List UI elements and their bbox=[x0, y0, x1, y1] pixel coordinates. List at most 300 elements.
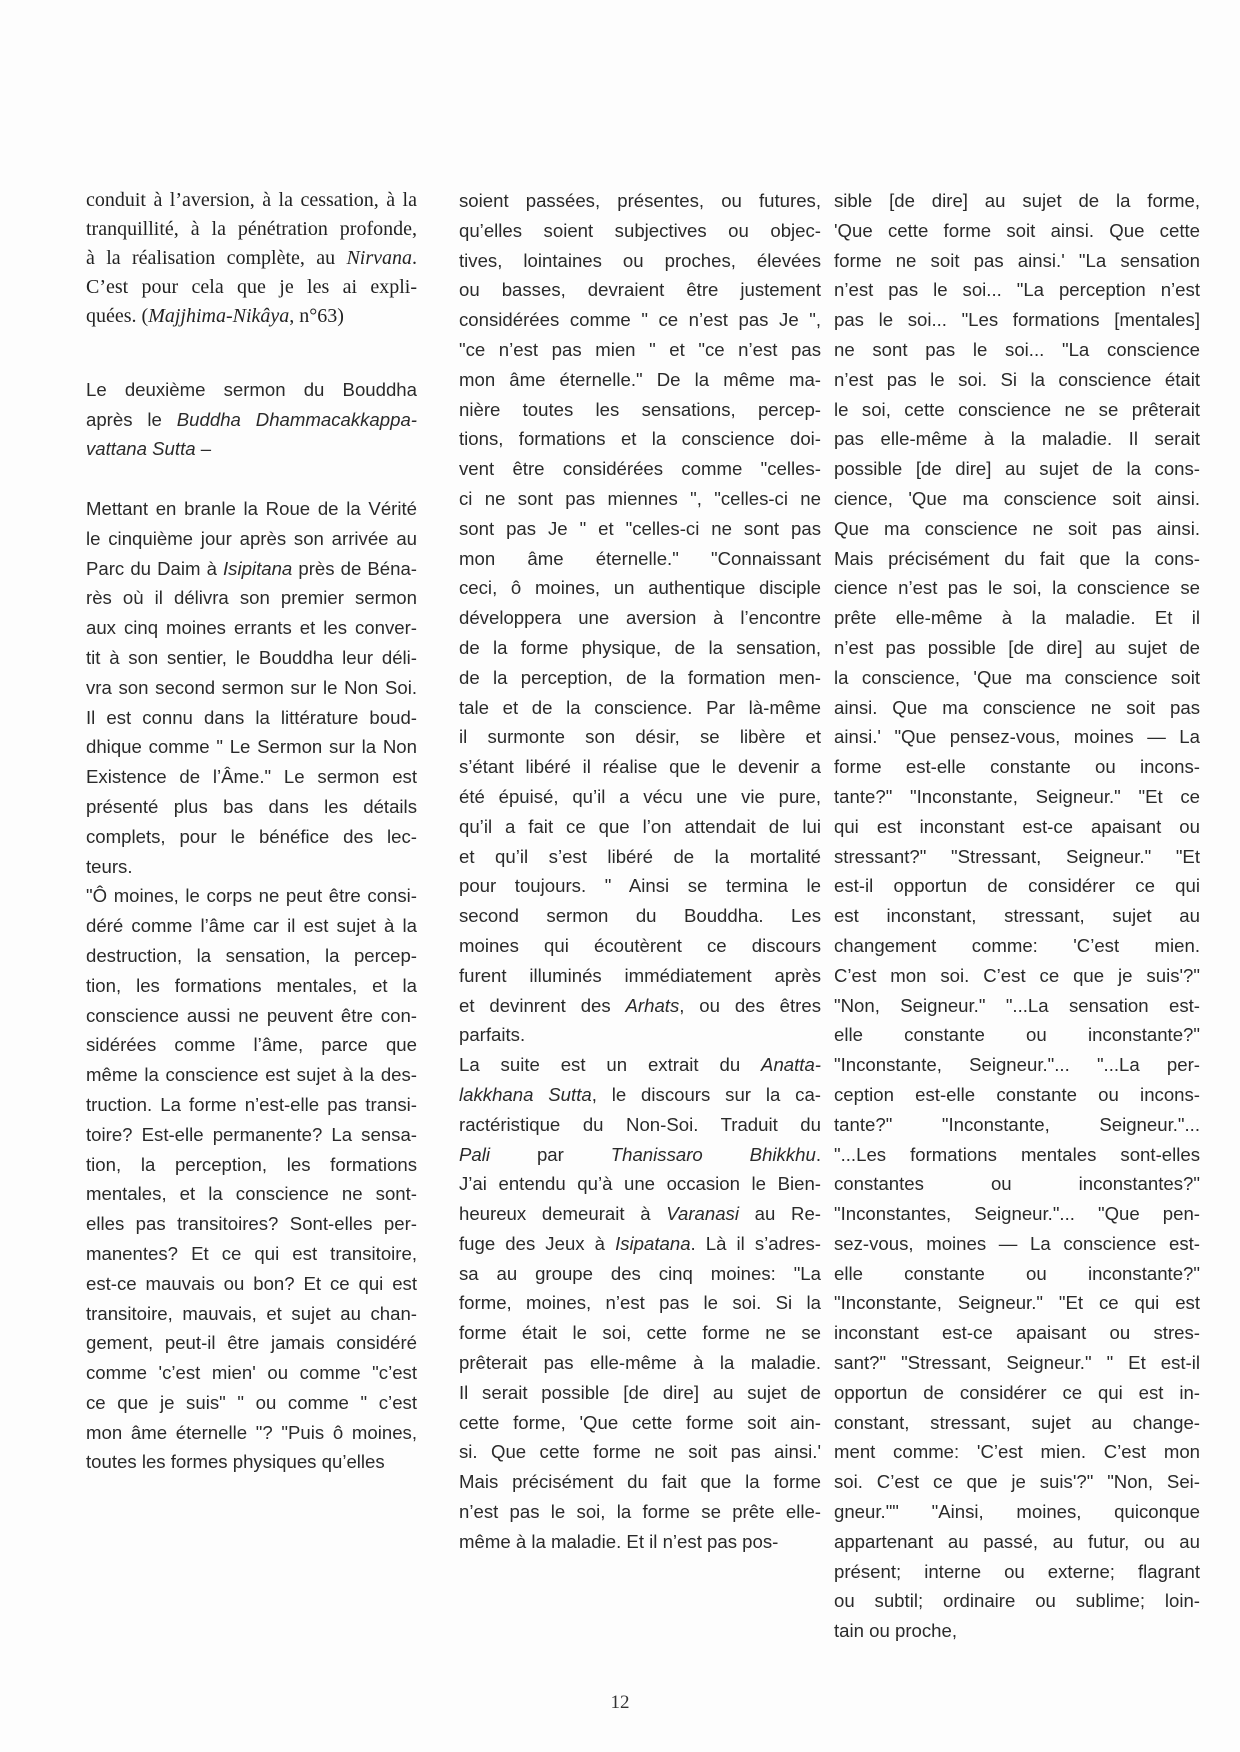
text-run: manentes? Et ce qui est transitoire, bbox=[86, 1242, 417, 1264]
text-line bbox=[86, 732, 417, 762]
text-line bbox=[86, 375, 417, 405]
text-run: parfaits. bbox=[459, 1024, 526, 1046]
text-line bbox=[86, 302, 417, 331]
text-run: second sermon du Bouddha. Les bbox=[459, 905, 821, 927]
text-run: Existence de l’Âme." Le sermon est bbox=[86, 766, 417, 788]
text-line bbox=[86, 1447, 417, 1477]
text-line bbox=[86, 643, 417, 673]
text-run: n’est pas le soi, la forme se prête elle- bbox=[459, 1501, 821, 1523]
text-run: présenté plus bas dans les détails bbox=[86, 795, 417, 817]
text-run: ment comme: 'C’est mien. C’est mon bbox=[834, 1441, 1200, 1463]
text-run: le cinquième jour après son arrivée au bbox=[86, 527, 417, 549]
text-run: sez-vous, moines — La conscience est- bbox=[834, 1232, 1200, 1254]
text-run: Il est connu dans la littérature boud- bbox=[86, 706, 417, 728]
text-line bbox=[459, 1020, 821, 1050]
text-line bbox=[834, 663, 1200, 693]
text-run: Mais précisément du fait que la forme bbox=[459, 1471, 821, 1493]
text-line bbox=[86, 1418, 417, 1448]
text-line bbox=[834, 991, 1200, 1021]
text-line bbox=[459, 573, 821, 603]
text-line bbox=[459, 454, 821, 484]
text-run: tain ou proche, bbox=[834, 1620, 958, 1642]
text-run: ou subtil; ordinaire ou sublime; loin- bbox=[834, 1590, 1200, 1612]
section-heading bbox=[86, 375, 417, 464]
text-run: dhique comme " Le Sermon sur la Non bbox=[86, 736, 417, 758]
text-run: Mais précisément du fait que la cons- bbox=[834, 547, 1200, 569]
text-run: considérées comme " ce n’est pas Je ", bbox=[459, 309, 821, 331]
text-run: tante?" "Inconstante, Seigneur."... bbox=[834, 1113, 1200, 1135]
text-line bbox=[834, 186, 1200, 216]
text-run: C’est mon soi. C’est ce que je suis'?" bbox=[834, 964, 1200, 986]
text-run: été épuisé, qu’il a vécu une vie pure, bbox=[459, 785, 821, 807]
text-run: tranquillité, à la pénétration profonde, bbox=[86, 218, 417, 240]
text-run: comme 'c’est mien' ou comme "c’est bbox=[86, 1362, 417, 1384]
text-run: pas elle-même à la maladie. Il serait bbox=[834, 428, 1200, 450]
text-line bbox=[459, 961, 821, 991]
text-run: , n°63) bbox=[289, 305, 344, 327]
text-line bbox=[459, 1140, 821, 1170]
text-line bbox=[834, 1140, 1200, 1170]
text-run: constantes ou inconstantes?" bbox=[834, 1173, 1200, 1195]
text-run: ci ne sont pas miennes ", "celles-ci ne bbox=[459, 487, 821, 509]
text-line bbox=[86, 1299, 417, 1329]
text-run: Le deuxième sermon du Bouddha bbox=[86, 378, 417, 400]
text-run: changement comme: 'C’est mien. bbox=[834, 934, 1200, 956]
text-run: . bbox=[412, 247, 417, 269]
text-line bbox=[834, 1020, 1200, 1050]
text-run: tives, lointaines ou proches, élevées bbox=[459, 249, 821, 271]
text-line bbox=[834, 633, 1200, 663]
text-run: déré comme l’âme car il est sujet à la bbox=[86, 915, 417, 937]
text-run: le soi, cette conscience ne se prêterait bbox=[834, 398, 1200, 420]
text-line bbox=[834, 1378, 1200, 1408]
text-run: qui est inconstant est-ce apaisant ou bbox=[834, 815, 1200, 837]
text-run: "Inconstante, Seigneur."... "...La per- bbox=[834, 1054, 1200, 1076]
text-run: mon âme éternelle." De la même ma- bbox=[459, 368, 821, 390]
text-line bbox=[834, 514, 1200, 544]
text-run: sant?" "Stressant, Seigneur." " Et est-il bbox=[834, 1352, 1200, 1374]
text-line bbox=[86, 703, 417, 733]
text-line bbox=[834, 722, 1200, 752]
text-run: si. Que cette forme ne soit pas ainsi.' bbox=[459, 1441, 821, 1463]
text-run: ceci, ô moines, un authentique disciple bbox=[459, 577, 821, 599]
text-run: toire? Est-elle permanente? La sensa- bbox=[86, 1123, 417, 1145]
text-line bbox=[459, 1497, 821, 1527]
text-line bbox=[459, 305, 821, 335]
text-line bbox=[459, 1169, 821, 1199]
text-run: même la conscience est sujet à la des- bbox=[86, 1064, 417, 1086]
text-run: moines qui écoutèrent ce discours bbox=[459, 934, 821, 956]
text-run: n’est pas le soi... "La perception n’est bbox=[834, 279, 1200, 301]
text-run: tale et de la conscience. Par là-même bbox=[459, 696, 821, 718]
text-run: ce que je suis" " ou comme " c’est bbox=[86, 1391, 417, 1413]
text-line bbox=[86, 673, 417, 703]
italic-term: Varanasi bbox=[666, 1203, 739, 1225]
text-run: pour toujours. " Ainsi se termina le bbox=[459, 875, 821, 897]
text-run: au Re- bbox=[738, 1203, 821, 1225]
text-run: est-ce mauvais ou bon? Et ce qui est bbox=[86, 1272, 417, 1294]
text-run: près de Béna- bbox=[292, 557, 417, 579]
text-line bbox=[86, 911, 417, 941]
text-line bbox=[459, 722, 821, 752]
text-line bbox=[459, 663, 821, 693]
text-run: qu’elles soient subjectives ou objec- bbox=[459, 219, 821, 241]
italic-term: Nirvana bbox=[346, 247, 412, 269]
text-line bbox=[834, 812, 1200, 842]
text-run: "ce n’est pas mien " et "ce n’est pas bbox=[459, 338, 821, 360]
text-run: développera une aversion à l’encontre bbox=[459, 607, 821, 629]
text-line bbox=[834, 1527, 1200, 1557]
text-line bbox=[834, 246, 1200, 276]
text-run: tion, la perception, les formations bbox=[86, 1153, 417, 1175]
italic-term: Majjhima-Nikâya bbox=[148, 305, 290, 327]
text-line bbox=[459, 871, 821, 901]
text-run: tante?" "Inconstante, Seigneur." "Et ce bbox=[834, 785, 1200, 807]
text-run: – bbox=[195, 438, 212, 460]
text-run: sidérées comme l’âme, parce que bbox=[86, 1034, 417, 1056]
text-line bbox=[834, 842, 1200, 872]
text-run: cette forme, 'Que cette forme soit ain- bbox=[459, 1411, 821, 1433]
text-line bbox=[834, 1557, 1200, 1587]
text-line bbox=[86, 434, 417, 464]
text-line bbox=[459, 991, 821, 1021]
text-run: n’est pas possible [de dire] au sujet de bbox=[834, 636, 1200, 658]
text-run: prêterait pas elle-même à la maladie. bbox=[459, 1352, 821, 1374]
text-run: . bbox=[815, 1143, 821, 1165]
text-line bbox=[459, 544, 821, 574]
text-run: destruction, la sensation, la percep- bbox=[86, 944, 417, 966]
text-line bbox=[834, 1080, 1200, 1110]
column-2 bbox=[459, 186, 821, 1557]
text-line bbox=[459, 1467, 821, 1497]
text-line bbox=[86, 215, 417, 244]
text-line bbox=[86, 405, 417, 435]
text-line bbox=[834, 1110, 1200, 1140]
text-line bbox=[834, 603, 1200, 633]
text-line bbox=[86, 494, 417, 524]
italic-term: Thanissaro Bhikkhu bbox=[610, 1143, 816, 1165]
text-run: Mettant en branle la Roue de la Vérité bbox=[86, 497, 417, 519]
text-line bbox=[86, 792, 417, 822]
text-run: "Non, Seigneur." "...La sensation est- bbox=[834, 994, 1200, 1016]
text-line bbox=[459, 1288, 821, 1318]
text-run: mon âme éternelle." "Connaissant bbox=[459, 547, 821, 569]
text-line bbox=[834, 1586, 1200, 1616]
text-line bbox=[834, 931, 1200, 961]
text-line bbox=[459, 365, 821, 395]
italic-term: vattana Sutta bbox=[86, 438, 196, 460]
text-line bbox=[834, 484, 1200, 514]
paragraph bbox=[459, 186, 821, 1557]
text-run: furent illuminés immédiatement après bbox=[459, 964, 821, 986]
italic-term: Isipatana bbox=[615, 1232, 691, 1254]
text-run: forme ne soit pas ainsi.' "La sensation bbox=[834, 249, 1200, 271]
text-line bbox=[459, 216, 821, 246]
text-run: "Inconstantes, Seigneur."... "Que pen- bbox=[834, 1203, 1200, 1225]
text-run: conscience aussi ne peuvent être con- bbox=[86, 1004, 417, 1026]
italic-term: Isipitana bbox=[223, 557, 293, 579]
text-run: constant, stressant, sujet au change- bbox=[834, 1411, 1200, 1433]
text-run: sont pas Je " et "celles-ci ne sont pas bbox=[459, 517, 821, 539]
text-run: elle constante ou inconstante?" bbox=[834, 1024, 1200, 1046]
italic-term: Arhats bbox=[625, 994, 680, 1016]
text-run: s’étant libéré il réalise que le devenir a bbox=[459, 756, 821, 778]
text-run: opportun de considérer ce qui est in- bbox=[834, 1381, 1200, 1403]
paragraph bbox=[86, 186, 417, 331]
text-run: gement, peut-il être jamais considéré bbox=[86, 1332, 417, 1354]
text-run: forme était le soi, cette forme ne se bbox=[459, 1322, 821, 1344]
text-run: toutes les formes physiques qu’elles bbox=[86, 1451, 385, 1473]
text-run: la conscience, 'Que ma conscience soit bbox=[834, 666, 1200, 688]
text-line bbox=[459, 514, 821, 544]
text-line bbox=[86, 613, 417, 643]
text-line bbox=[86, 244, 417, 273]
text-run: , le discours sur la ca- bbox=[591, 1083, 821, 1105]
paragraph-gap bbox=[86, 464, 417, 494]
text-line bbox=[459, 1229, 821, 1259]
text-run: ractéristique du Non-Soi. Traduit du bbox=[459, 1113, 821, 1135]
text-line bbox=[86, 1150, 417, 1180]
text-run: 'Que cette forme soit ainsi. Que cette bbox=[834, 219, 1200, 241]
column-3 bbox=[834, 186, 1200, 1646]
text-run: nière toutes les sensations, percep- bbox=[459, 398, 821, 420]
text-line bbox=[86, 1209, 417, 1239]
text-run: stressant?" "Stressant, Seigneur." "Et bbox=[834, 845, 1200, 867]
italic-term: Buddha Dhammacakkappa- bbox=[176, 408, 417, 430]
text-run: de la forme physique, de la sensation, bbox=[459, 636, 821, 658]
text-run: complets, pour le bénéfice des lec- bbox=[86, 825, 417, 847]
text-line bbox=[459, 931, 821, 961]
text-run: heureux demeurait à bbox=[459, 1203, 667, 1225]
text-line bbox=[834, 1348, 1200, 1378]
text-run: cience, 'Que ma conscience soit ainsi. bbox=[834, 487, 1200, 509]
text-line bbox=[834, 305, 1200, 335]
text-line bbox=[86, 1090, 417, 1120]
text-line bbox=[834, 961, 1200, 991]
text-line bbox=[834, 1288, 1200, 1318]
text-run: appartenant au passé, au futur, ou au bbox=[834, 1530, 1200, 1552]
text-run: pas le soi... "Les formations [mentales] bbox=[834, 309, 1200, 331]
text-line bbox=[86, 1269, 417, 1299]
text-line bbox=[459, 693, 821, 723]
text-run: gneur."" "Ainsi, moines, quiconque bbox=[834, 1501, 1200, 1523]
italic-term: Pali bbox=[459, 1143, 491, 1165]
text-line bbox=[834, 782, 1200, 812]
text-run: sa au groupe des cinq moines: "La bbox=[459, 1262, 821, 1284]
text-line bbox=[86, 971, 417, 1001]
text-line bbox=[834, 365, 1200, 395]
text-run: inconstant est-ce apaisant ou stres- bbox=[834, 1322, 1200, 1344]
text-line bbox=[86, 1388, 417, 1418]
text-run: même à la maladie. Et il n’est pas pos- bbox=[459, 1530, 779, 1552]
text-line bbox=[834, 335, 1200, 365]
text-run: "...Les formations mentales sont-elles bbox=[834, 1143, 1200, 1165]
text-run: La suite est un extrait du bbox=[459, 1054, 762, 1076]
text-run: ception est-elle constante ou incons- bbox=[834, 1083, 1200, 1105]
text-run: conduit à l’aversion, à la cessation, à la bbox=[86, 189, 417, 211]
text-line bbox=[834, 752, 1200, 782]
text-line bbox=[459, 782, 821, 812]
text-line bbox=[834, 1616, 1200, 1646]
text-line bbox=[86, 1179, 417, 1209]
text-line bbox=[834, 1318, 1200, 1348]
text-line bbox=[86, 762, 417, 792]
text-line bbox=[459, 1050, 821, 1080]
text-line bbox=[459, 246, 821, 276]
text-run: tions, formations et la conscience doi- bbox=[459, 428, 821, 450]
text-line bbox=[459, 424, 821, 454]
text-line bbox=[459, 1378, 821, 1408]
text-run: quées. ( bbox=[86, 305, 149, 327]
text-line bbox=[86, 583, 417, 613]
text-line bbox=[834, 1169, 1200, 1199]
text-line bbox=[834, 1229, 1200, 1259]
text-line bbox=[834, 1050, 1200, 1080]
text-run: vra son second sermon sur le Non Soi. bbox=[86, 676, 417, 698]
text-run: C’est pour cela que je les ai expli- bbox=[86, 276, 417, 298]
text-line bbox=[834, 395, 1200, 425]
paragraph bbox=[86, 494, 417, 1477]
text-line bbox=[834, 1199, 1200, 1229]
text-line bbox=[834, 1437, 1200, 1467]
text-line bbox=[459, 484, 821, 514]
text-line bbox=[459, 1080, 821, 1110]
text-run: ou basses, devraient être justement bbox=[459, 279, 821, 301]
text-run: . Là il s’adres- bbox=[690, 1232, 821, 1254]
text-line bbox=[86, 554, 417, 584]
text-run: ne sont pas le soi... "La conscience bbox=[834, 338, 1200, 360]
text-line bbox=[459, 186, 821, 216]
text-line bbox=[459, 752, 821, 782]
text-run: et qu’il s’est libéré de la mortalité bbox=[459, 845, 821, 867]
text-line bbox=[86, 1328, 417, 1358]
text-run: est inconstant, stressant, sujet au bbox=[834, 905, 1200, 927]
text-line bbox=[459, 1259, 821, 1289]
text-run: sible [de dire] au sujet de la forme, bbox=[834, 190, 1200, 211]
text-line bbox=[459, 633, 821, 663]
text-run: et devinrent des bbox=[459, 994, 626, 1016]
text-run: à la réalisation complète, au bbox=[86, 247, 347, 269]
text-line bbox=[86, 1239, 417, 1269]
text-run: elles pas transitoires? Sont-elles per- bbox=[86, 1213, 417, 1235]
page-number: 12 bbox=[610, 1692, 630, 1713]
text-run: est-il opportun de considérer ce qui bbox=[834, 875, 1200, 897]
paragraph-gap bbox=[86, 361, 417, 375]
text-line bbox=[834, 573, 1200, 603]
text-line bbox=[834, 454, 1200, 484]
text-line bbox=[459, 1110, 821, 1140]
text-line bbox=[834, 871, 1200, 901]
text-line bbox=[459, 1199, 821, 1229]
text-run: truction. La forme n’est-elle pas transi- bbox=[86, 1093, 417, 1115]
text-run: cience n’est pas le soi, la conscience se bbox=[834, 577, 1200, 599]
text-run: forme est-elle constante ou incons- bbox=[834, 756, 1200, 778]
text-run: Que ma conscience ne soit pas ainsi. bbox=[834, 517, 1200, 539]
text-line bbox=[459, 1437, 821, 1467]
text-run: soient passées, présentes, ou futures, bbox=[459, 190, 821, 211]
text-run: "Ô moines, le corps ne peut être consi- bbox=[86, 885, 417, 907]
text-line bbox=[459, 1318, 821, 1348]
text-run: mentales, et la conscience ne sont- bbox=[86, 1183, 417, 1205]
italic-term: lakkhana Sutta bbox=[459, 1083, 592, 1105]
text-line bbox=[459, 842, 821, 872]
text-line bbox=[459, 1348, 821, 1378]
text-run: elle constante ou inconstante?" bbox=[834, 1262, 1200, 1284]
text-run: "Inconstante, Seigneur." "Et ce qui est bbox=[834, 1292, 1200, 1314]
text-line bbox=[86, 273, 417, 302]
text-run: il surmonte son désir, se libère et bbox=[459, 726, 821, 748]
text-run: vent être considérées comme "celles- bbox=[459, 458, 821, 480]
text-run: n’est pas le soi. Si la conscience était bbox=[834, 368, 1200, 390]
text-run: Parc du Daim à bbox=[86, 557, 223, 579]
text-line bbox=[86, 1358, 417, 1388]
text-run: ainsi. Que ma conscience ne soit pas bbox=[834, 696, 1200, 718]
text-run: fuge des Jeux à bbox=[459, 1232, 616, 1254]
text-line bbox=[86, 1120, 417, 1150]
text-run: tit à son sentier, le Bouddha leur déli- bbox=[86, 646, 417, 668]
text-line bbox=[86, 941, 417, 971]
text-line bbox=[834, 424, 1200, 454]
text-run: Il serait possible [de dire] au sujet de bbox=[459, 1381, 821, 1403]
italic-term: Anatta- bbox=[761, 1054, 821, 1076]
text-line bbox=[459, 275, 821, 305]
text-line bbox=[834, 216, 1200, 246]
text-line bbox=[459, 1527, 821, 1557]
paragraph bbox=[834, 186, 1200, 1646]
text-run: rès où il délivra son premier sermon bbox=[86, 587, 417, 609]
text-line bbox=[834, 1497, 1200, 1527]
text-line bbox=[459, 1408, 821, 1438]
text-run: mon âme éternelle "? "Puis ô moines, bbox=[86, 1421, 417, 1443]
text-run: J’ai entendu qu’à une occasion le Bien- bbox=[459, 1173, 821, 1195]
text-line bbox=[86, 822, 417, 852]
text-line bbox=[459, 901, 821, 931]
text-run: aux cinq moines errants et les conver- bbox=[86, 617, 417, 639]
text-line bbox=[86, 186, 417, 215]
text-run: , ou des êtres bbox=[679, 994, 821, 1016]
text-run: transitoire, mauvais, et sujet au chan- bbox=[86, 1302, 417, 1324]
text-run: de la perception, de la formation men- bbox=[459, 666, 821, 688]
text-run: teurs. bbox=[86, 855, 133, 877]
paragraph-gap bbox=[86, 331, 417, 361]
text-line bbox=[834, 544, 1200, 574]
text-run: prête elle-même à la maladie. Et il bbox=[834, 607, 1200, 629]
text-line bbox=[86, 881, 417, 911]
text-line bbox=[86, 852, 417, 882]
column-1 bbox=[86, 186, 417, 1477]
text-run: ainsi.' "Que pensez-vous, moines — La bbox=[834, 726, 1200, 748]
text-line bbox=[834, 1467, 1200, 1497]
text-line bbox=[459, 395, 821, 425]
text-run: qu’il a fait ce que l’on attendait de lui bbox=[459, 815, 821, 837]
text-line bbox=[834, 901, 1200, 931]
text-run: soi. C’est ce que je suis'?" "Non, Sei- bbox=[834, 1471, 1200, 1493]
text-run: possible [de dire] au sujet de la cons- bbox=[834, 458, 1200, 480]
text-run: présent; interne ou externe; flagrant bbox=[834, 1560, 1200, 1582]
text-line bbox=[86, 524, 417, 554]
text-line bbox=[834, 1408, 1200, 1438]
text-line bbox=[86, 1060, 417, 1090]
text-run: après le bbox=[86, 408, 177, 430]
text-line bbox=[459, 335, 821, 365]
text-line bbox=[86, 1030, 417, 1060]
text-line bbox=[459, 603, 821, 633]
text-line bbox=[834, 1259, 1200, 1289]
text-run: tion, les formations mentales, et la bbox=[86, 974, 417, 996]
text-line bbox=[834, 275, 1200, 305]
text-line bbox=[459, 812, 821, 842]
text-line bbox=[834, 693, 1200, 723]
